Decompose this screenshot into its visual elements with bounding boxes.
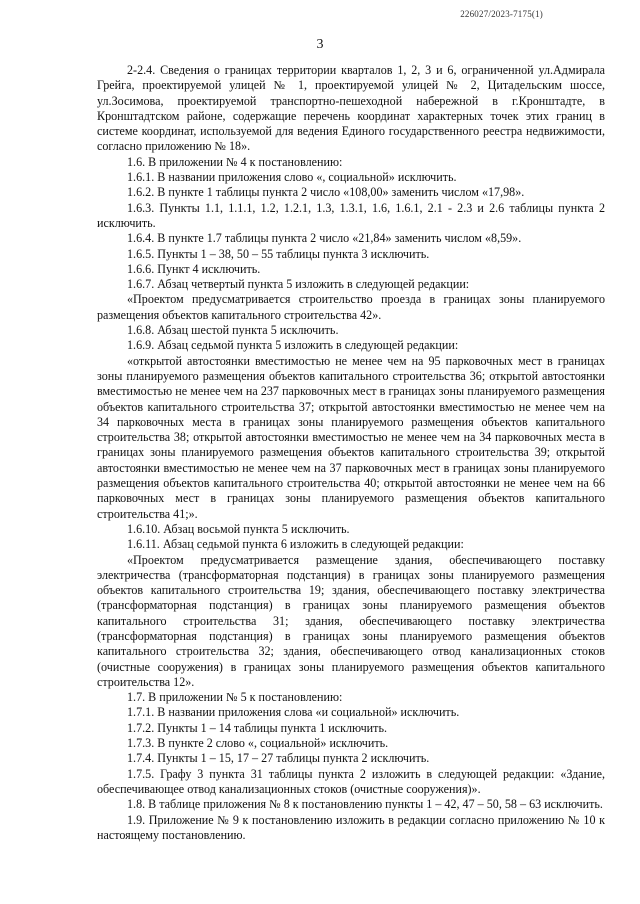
document-registration-number: 226027/2023-7175(1) — [460, 9, 543, 19]
paragraph: 2-2.4. Сведения о границах территории кварталов 1, 2, 3 и 6, ограниченной ул.Адмирала Грейга, проектируемой улицей № 1, проектируемой улицей № 2, Цитадельским шоссе, ул.Зосимова, проектируемой транспортно-пешеходной набережной в г.Кронштадте, в Кронштадтском районе, содержащие перечень координат характерных точек этих границ в системе координат, используемой для ведения Единого государственного реестра недвижимости, согласно приложению № 18». — [97, 63, 605, 154]
paragraph: 1.8. В таблице приложения № 8 к постановлению пункты 1 – 42, 47 – 50, 58 – 63 исключить. — [127, 797, 603, 812]
paragraph: 1.6.1. В названии приложения слово «, социальной» исключить. — [127, 170, 457, 185]
paragraph: «открытой автостоянки вместимостью не менее чем на 95 парковочных мест в границах зоны планируемого размещения объектов капитального строительства 36; открытой автостоянки вместимостью не менее чем на 237 парковочных мест в границах зоны планируемого размещения объектов капитального строительства 37; открытой автостоянки вместимостью не менее чем на 34 парковочных места в границах зоны планируемого размещения объектов капитального строительства 38; открытой автостоянки вместимостью не менее чем на 34 парковочных места в границах зоны планируемого размещения объектов капитального строительства 39; открытой автостоянки вместимостью не менее чем на 37 парковочных мест в границах зоны планируемого размещения объектов капитального строительства 40; открытой автостоянки не менее чем на 66 парковочных мест в границах зоны планируемого размещения объектов капитального строительства 41;». — [97, 353, 605, 521]
paragraph: 1.6.8. Абзац шестой пункта 5 исключить. — [127, 323, 339, 338]
paragraph: 1.6.9. Абзац седьмой пункта 5 изложить в следующей редакции: — [127, 338, 459, 353]
document-body — [97, 63, 605, 843]
paragraph: 1.6.4. В пункте 1.7 таблицы пункта 2 число «21,84» заменить числом «8,59». — [127, 231, 522, 246]
paragraph: 1.7.5. Графу 3 пункта 31 таблицы пункта 2 изложить в следующей редакции: «Здание, обеспечивающее отвод канализационных стоков (очистные сооружения)». — [97, 766, 605, 796]
paragraph: 1.7.2. Пункты 1 – 14 таблицы пункта 1 исключить. — [127, 720, 387, 735]
paragraph: 1.6.2. В пункте 1 таблицы пункта 2 число «108,00» заменить числом «17,98». — [127, 185, 525, 200]
paragraph: 1.7. В приложении № 5 к постановлению: — [127, 690, 343, 705]
paragraph: 1.7.1. В названии приложения слова «и социальной» исключить. — [127, 705, 460, 720]
paragraph: 1.6.7. Абзац четвертый пункта 5 изложить в следующей редакции: — [127, 277, 470, 292]
paragraph: 1.6.3. Пункты 1.1, 1.1.1, 1.2, 1.2.1, 1.3, 1.3.1, 1.6, 1.6.1, 2.1 - 2.3 и 2.6 таблицы пункта 2 исключить. — [97, 200, 605, 230]
paragraph: 1.7.4. Пункты 1 – 15, 17 – 27 таблицы пункта 2 исключить. — [127, 751, 430, 766]
paragraph: 1.7.3. В пункте 2 слово «, социальной» исключить. — [127, 736, 389, 751]
paragraph: «Проектом предусматривается строительство проезда в границах зоны планируемого размещения объектов капитального строительства 42». — [97, 292, 605, 322]
paragraph: 1.6.10. Абзац восьмой пункта 5 исключить. — [127, 521, 350, 536]
page-number: 3 — [316, 37, 324, 52]
paragraph: 1.6. В приложении № 4 к постановлению: — [127, 154, 343, 169]
paragraph: 1.6.6. Пункт 4 исключить. — [127, 261, 261, 276]
paragraph: 1.6.5. Пункты 1 – 38, 50 – 55 таблицы пункта 3 исключить. — [127, 246, 430, 261]
paragraph: «Проектом предусматривается размещение здания, обеспечивающего поставку электричества (трансформаторная подстанция) в границах зоны планируемого размещения объектов капитального строительства 19; здания, обеспечивающего поставку электричества (трансформаторная подстанция) в границах зоны планируемого размещения объектов капитального строительства 31; здания, обеспечивающего поставку электричества (трансформаторная подстанция) в границах зоны планируемого размещения объектов капитального строительства 32; здания, обеспечивающего отвод канализационных стоков (очистные сооружения) в границах зоны планируемого размещения объектов капитального строительства 12». — [97, 552, 605, 689]
paragraph: 1.9. Приложение № 9 к постановлению изложить в редакции согласно приложению № 10 к настоящему постановлению. — [97, 812, 605, 842]
paragraph: 1.6.11. Абзац седьмой пункта 6 изложить в следующей редакции: — [127, 537, 464, 552]
